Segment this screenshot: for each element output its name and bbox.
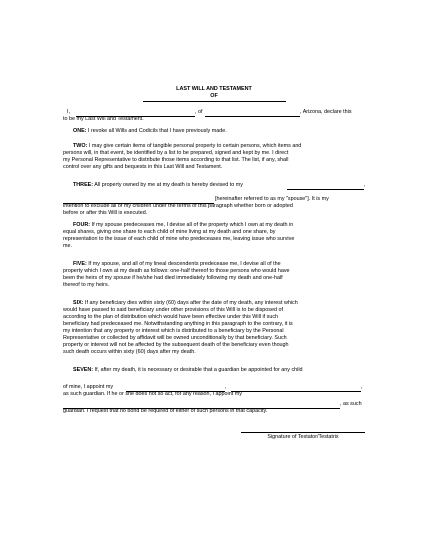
intro-line-2: to be my Last Will and Testament.	[63, 116, 144, 122]
signature-line	[241, 432, 365, 433]
article-seven-comma-2: ,	[361, 384, 363, 390]
article-five-line-4: thereof to my heirs.	[63, 282, 110, 288]
article-three-line-4: before or after this Will is executed.	[63, 210, 148, 216]
article-five-line-3: been the heirs of my spouse if he/she had died immediately following my death and one-half	[63, 275, 283, 281]
article-six-line-6: Representative or collected by affidavit will be owned unconditionally by that beneficiary. Such	[63, 335, 287, 341]
article-six-text-1: If any beneficiary dies within sixty (60) days after the date of my death, any interest which	[84, 300, 298, 306]
article-seven-line-5: guardian. I request that no bond be required of either of such persons in that capacity.	[63, 408, 268, 414]
document-title: LAST WILL AND TESTAMENT	[176, 86, 252, 92]
intro-of: , of	[195, 109, 203, 115]
article-two-label: TWO:	[73, 143, 88, 149]
article-one-label: ONE:	[73, 128, 87, 134]
intro-prefix: I,	[67, 109, 70, 115]
article-six-line-3: according to the plan of distribution which would have been effective under this Will if such	[63, 314, 279, 320]
article-three-text-1: All property owned by me at my death is hereby devised to my	[94, 182, 243, 188]
article-four-line-3: representation to the issue of each child of mine who predeceases me, leaving issue who survive	[63, 236, 295, 242]
article-seven-label: SEVEN:	[73, 367, 94, 373]
city-line	[205, 116, 300, 117]
article-seven-line-3: as such guardian. If he or she does not so act, for any reason, I appoint my	[63, 391, 242, 397]
article-two-line-4: control over any gifts and bequests in this Last Will and Testament.	[63, 164, 223, 170]
article-three-label: THREE:	[73, 182, 94, 188]
guardian-address-line	[231, 391, 361, 392]
article-six-line-2: would have passed to said beneficiary under other provisions of this Will is to be disposed of	[63, 307, 283, 313]
article-two-line-2: persons will, in that event, be identified by a list to be prepared, signed and kept by me. I direct	[63, 150, 289, 156]
testator-name-line	[143, 101, 286, 102]
article-four-label: FOUR:	[73, 222, 91, 228]
article-seven-as-such: , as such	[340, 401, 362, 407]
article-three-comma: ,	[364, 182, 366, 188]
signature-label: Signature of Testator/Testatrix	[267, 434, 339, 440]
article-one-text: I revoke all Wills and Codicils that I have previously made.	[87, 128, 227, 134]
article-four-line-4: me.	[63, 243, 72, 249]
article-seven-text-1: If, after my death, it is necessary or desirable that a guardian be appointed for any child	[94, 367, 303, 373]
article-seven-comma-1: ,	[225, 384, 227, 390]
article-four-text-1: If my spouse predeceases me, I devise all of the property which I own at my death in	[91, 222, 294, 228]
article-six-line-7: property or interest will not be affected by the subsequent death of the beneficiary even though	[63, 342, 289, 348]
article-six-line-8: such death occurs within sixty (60) days after my death.	[63, 349, 196, 355]
article-six-line-5: my intention that any property or interest which is distributed to a beneficiary by the Personal	[63, 328, 284, 334]
article-three-line-3: intention to exclude all of my children under the terms of this paragraph whether born or adopted	[63, 203, 293, 209]
article-two-line-3: my Personal Representative to distribute those items according to that list. The list, if any, shall	[63, 157, 289, 163]
article-three-line-2: [hereinafter referred to as my "spouse"]. It is my	[215, 196, 329, 202]
article-five-line-2: property which I own at my death as follows: one-half thereof to those persons who would have	[63, 268, 290, 274]
article-seven-line-2: of mine, I appoint my	[63, 384, 114, 390]
document-title-of: OF	[210, 93, 218, 99]
article-six-label: SIX:	[73, 300, 84, 306]
article-four-line-2: equal shares, giving one share to each child of mine living at my death and one share, by	[63, 229, 276, 235]
article-five-label: FIVE:	[73, 261, 87, 267]
article-two-text-1: I may give certain items of tangible personal property to certain persons, which items and	[88, 143, 302, 149]
article-one	[73, 128, 227, 135]
article-six-line-4: beneficiary had predeceased me. Notwithstanding anything in this paragraph to the contrary, it is	[63, 321, 293, 327]
article-five-text-1: If my spouse, and all of my lineal descendents predecease me, I devise all of the	[88, 261, 281, 267]
spouse-name-line	[287, 189, 364, 190]
article-three-line-1	[73, 182, 243, 189]
intro-suffix: , Arizona, declare this	[300, 109, 352, 115]
article-seven-line-1	[73, 367, 303, 374]
